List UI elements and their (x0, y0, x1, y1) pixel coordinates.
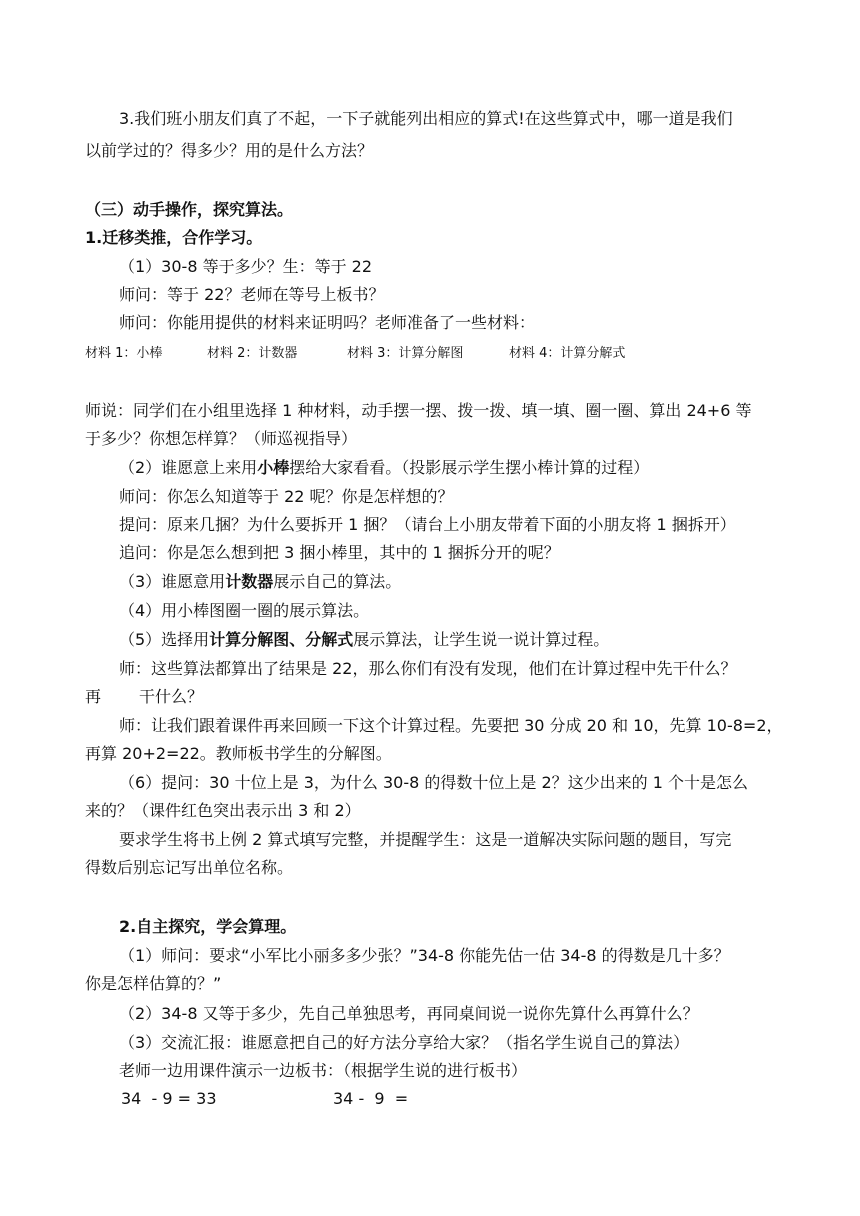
teacher-review-line-2: 再算 20+2=22。教师板书学生的分解图。 (85, 744, 392, 763)
teacher-question-1: 师问：等于 22？老师在等号上板书？ (119, 285, 385, 304)
paragraph-3-line-2: 以前学过的？得多少？用的是什么方法？ (85, 141, 374, 160)
requirement-line-1: 要求学生将书上例 2 算式填写完整，并提醒学生：这是一道解决实际问题的题目，写完 (119, 830, 732, 849)
question-5: （5）选择用计算分解图、分解式展示算法，让学生说一说计算过程。 (119, 630, 610, 649)
keyword-counter: 计数器 (225, 572, 274, 591)
teacher-summary-line-1: 师：这些算法都算出了结果是 22，那么你们有没有发现，他们在计算过程中先干什么？ (119, 659, 737, 678)
question-1: （1）30-8 等于多少？生：等于 22 (119, 257, 373, 276)
question-4: （4）用小棒图圈一圈的展示算法。 (119, 601, 370, 620)
material-3: 材料 3：计算分解图 (347, 346, 464, 361)
teacher-summary-line-2: 再 干什么？ (85, 687, 204, 706)
material-1: 材料 1：小棒 (85, 346, 163, 361)
question-2: （2）谁愿意上来用小棒摆给大家看看。（投影展示学生摆小棒计算的过程） (119, 458, 650, 477)
teacher-ask-1: 师问：你怎么知道等于 22 呢？你是怎样想的？ (119, 487, 454, 506)
teacher-instruction-line-2: 于多少？你想怎样算？（师巡视指导） (85, 429, 358, 448)
teacher-instruction-line-1: 师说：同学们在小组里选择 1 种材料，动手摆一摆、拨一拨、填一填、圈一圈、算出 24+6 等 (85, 401, 752, 420)
question-6-line-1: （6）提问：30 十位上是 3，为什么 30-8 的得数十位上是 2？这少出来的 1 个十是怎么 (119, 773, 748, 792)
teacher-question-2: 师问：你能用提供的材料来证明吗？老师准备了一些材料： (119, 313, 536, 332)
teacher-ask-2: 提问：原来几捆？为什么要拆开 1 捆？（请台上小朋友带着下面的小朋友将 1 捆拆开） (119, 515, 736, 534)
keyword-decomposition: 计算分解图、分解式 (209, 630, 354, 649)
subsection-2-heading: 2.自主探究，学会算理。 (119, 917, 297, 936)
equation-1: 34 - 9 = 33 (121, 1089, 217, 1108)
requirement-line-2: 得数后别忘记写出单位名称。 (85, 858, 294, 877)
question-6-line-2: 来的？（课件红色突出表示出 3 和 2） (85, 801, 361, 820)
teacher-ask-3: 追问：你是怎么想到把 3 捆小棒里，其中的 1 捆拆分开的呢？ (119, 543, 560, 562)
teacher-review-line-1: 师：让我们跟着课件再来回顾一下这个计算过程。先要把 30 分成 20 和 10，先算 10-8=2， (119, 716, 783, 735)
material-4: 材料 4：计算分解式 (509, 346, 626, 361)
explore-question-1-line-1: （1）师问：要求“小军比小丽多多少张？”34-8 你能先估一估 34-8 的得数是几十多？ (119, 946, 730, 965)
question-3: （3）谁愿意用计数器展示自己的算法。 (119, 572, 402, 591)
equation-2: 34 - 9 = (333, 1089, 409, 1108)
explore-question-2: （2）34-8 又等于多少，先自己单独思考，再同桌间说一说你先算什么再算什么？ (119, 1004, 699, 1023)
section-3-heading: （三）动手操作，探究算法。 (85, 200, 294, 219)
paragraph-3-line-1: 3.我们班小朋友们真了不起，一下子就能列出相应的算式!在这些算式中，哪一道是我们 (119, 109, 733, 128)
board-writing-note: 老师一边用课件演示一边板书：（根据学生说的进行板书） (119, 1061, 528, 1080)
keyword-sticks: 小棒 (257, 458, 290, 477)
explore-question-1-line-2: 你是怎样估算的？” (85, 974, 222, 993)
explore-question-3: （3）交流汇报：谁愿意把自己的好方法分享给大家？（指名学生说自己的算法） (119, 1033, 690, 1052)
material-2: 材料 2：计数器 (207, 346, 298, 361)
subsection-1-heading: 1.迁移类推，合作学习。 (85, 228, 263, 247)
